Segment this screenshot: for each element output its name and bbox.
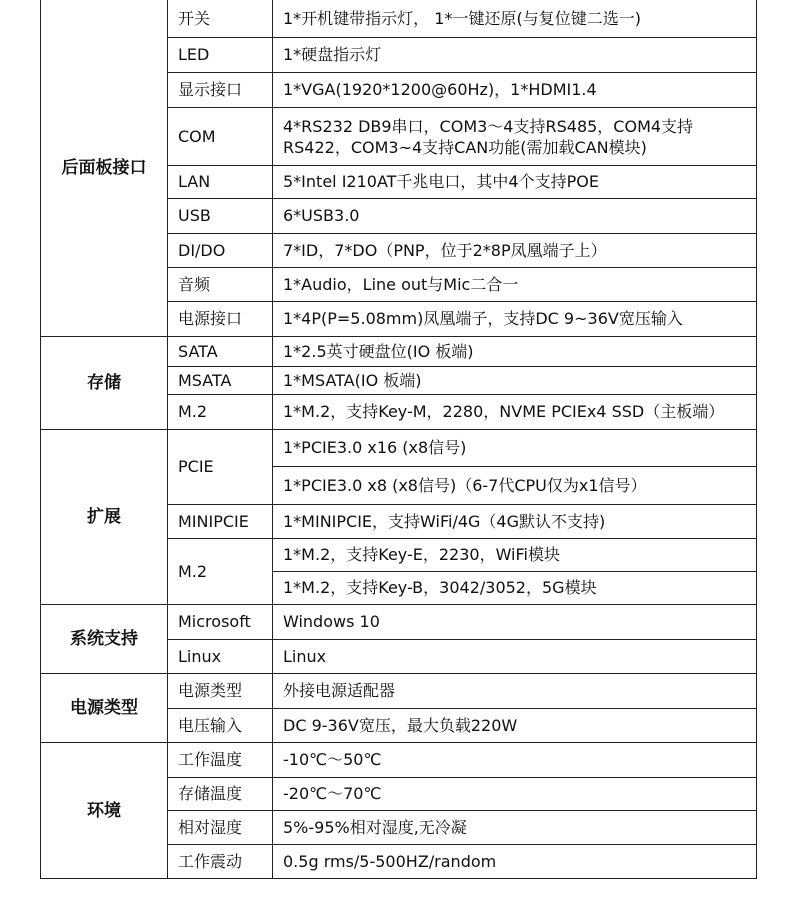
row-value: 1*2.5英寸硬盘位(IO 板端) <box>273 337 757 367</box>
row-label: SATA <box>168 337 273 367</box>
row-value: 1*4P(P=5.08mm)凤凰端子，支持DC 9~36V宽压输入 <box>273 302 757 337</box>
row-value: 5%-95%相对湿度,无冷凝 <box>273 811 757 845</box>
row-value: 外接电源适配器 <box>273 674 757 709</box>
row-label: 开关 <box>168 0 273 38</box>
row-label: Linux <box>168 640 273 674</box>
group-power-type: 电源类型 <box>41 674 168 743</box>
group-environment: 环境 <box>41 743 168 879</box>
row-value: 0.5g rms/5-500HZ/random <box>273 845 757 879</box>
row-value: 1*开机键带指示灯， 1*一键还原(与复位键二选一) <box>273 0 757 38</box>
group-expansion: 扩展 <box>41 430 168 605</box>
group-os-support: 系统支持 <box>41 605 168 674</box>
row-label: MSATA <box>168 367 273 395</box>
table-row <box>41 743 757 778</box>
row-label: COM <box>168 108 273 166</box>
row-label: 相对湿度 <box>168 811 273 845</box>
row-value: 4*RS232 DB9串口，COM3～4支持RS485，COM4支持RS422，COM3~4支持CAN功能(需加载CAN模块) <box>273 108 757 166</box>
spec-table <box>40 0 757 879</box>
row-value: 5*Intel I210AT千兆电口，其中4个支持POE <box>273 166 757 199</box>
row-value: 1*PCIE3.0 x16 (x8信号) <box>273 430 757 467</box>
row-value: Windows 10 <box>273 605 757 640</box>
table-row <box>41 337 757 367</box>
row-label: 电源接口 <box>168 302 273 337</box>
row-label: 存储温度 <box>168 778 273 811</box>
row-value: 1*硬盘指示灯 <box>273 38 757 73</box>
table-row <box>41 605 757 640</box>
row-label: PCIE <box>168 430 273 505</box>
row-value: 1*M.2，支持Key-E，2230，WiFi模块 <box>273 539 757 572</box>
row-label: 音频 <box>168 268 273 302</box>
row-value: 6*USB3.0 <box>273 199 757 234</box>
row-label: M.2 <box>168 539 273 605</box>
row-value: -10℃～50℃ <box>273 743 757 778</box>
row-value: 1*VGA(1920*1200@60Hz)，1*HDMI1.4 <box>273 73 757 108</box>
row-value: 1*PCIE3.0 x8 (x8信号)（6-7代CPU仅为x1信号） <box>273 467 757 505</box>
row-value: 7*ID，7*DO（PNP，位于2*8P凤凰端子上） <box>273 234 757 268</box>
row-label: DI/DO <box>168 234 273 268</box>
row-value: 1*M.2，支持Key-B，3042/3052，5G模块 <box>273 572 757 605</box>
row-label: LED <box>168 38 273 73</box>
table-row <box>41 430 757 467</box>
row-value: 1*MSATA(IO 板端) <box>273 367 757 395</box>
row-value: 1*Audio，Line out与Mic二合一 <box>273 268 757 302</box>
row-label: USB <box>168 199 273 234</box>
table-row <box>41 0 757 38</box>
row-label: 工作震动 <box>168 845 273 879</box>
row-label: Microsoft <box>168 605 273 640</box>
row-label: 工作温度 <box>168 743 273 778</box>
row-label: 电压输入 <box>168 709 273 743</box>
table-row <box>41 674 757 709</box>
row-value: Linux <box>273 640 757 674</box>
row-label: 电源类型 <box>168 674 273 709</box>
group-storage: 存储 <box>41 337 168 430</box>
row-label: MINIPCIE <box>168 505 273 539</box>
group-rear-panel: 后面板接口 <box>41 0 168 337</box>
row-value: -20℃～70℃ <box>273 778 757 811</box>
row-value: DC 9-36V宽压，最大负载220W <box>273 709 757 743</box>
row-label: LAN <box>168 166 273 199</box>
row-label: M.2 <box>168 395 273 430</box>
row-value: 1*M.2，支持Key-M，2280，NVME PCIEx4 SSD（主板端） <box>273 395 757 430</box>
row-value: 1*MINIPCIE，支持WiFi/4G（4G默认不支持) <box>273 505 757 539</box>
row-label: 显示接口 <box>168 73 273 108</box>
